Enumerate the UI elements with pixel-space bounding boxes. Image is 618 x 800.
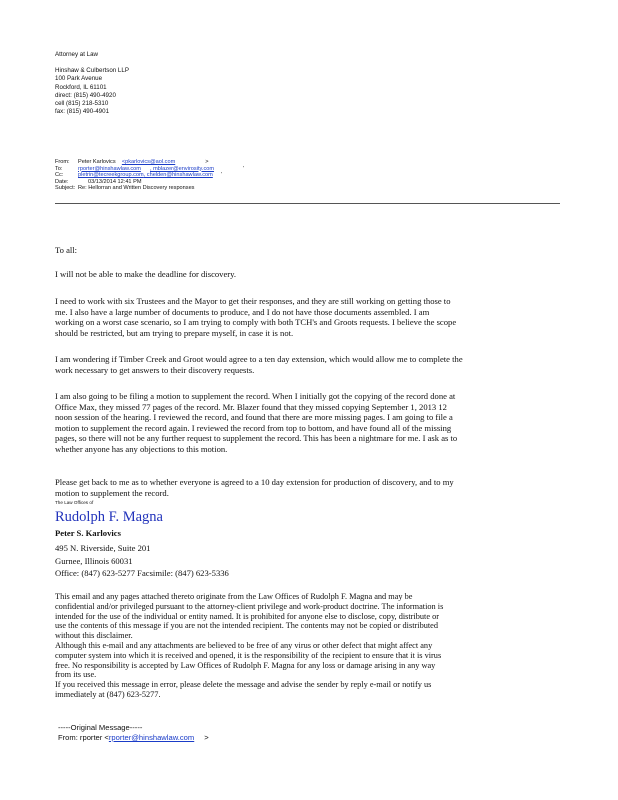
header-to-row — [55, 166, 565, 173]
paragraph-line: should be restricted, but am trying to prepare myself, in case it is not. — [55, 327, 294, 338]
paragraph-line: whether anyone has any objections to this motion. — [55, 443, 228, 454]
paragraph-line: motion to supplement the record again. I reviewed the record from top to bottom, and have found all of the missing — [55, 422, 452, 433]
cc-end: ' — [220, 172, 222, 179]
disclaimer-line: intended for the use of the individual or entity named. It is prohibited for anyone else to disclose, copy, distribute or — [55, 611, 440, 621]
from-email-link[interactable]: <pkarlovics@aol.com — [121, 159, 176, 165]
cc-email-link[interactable]: pletrin@tecreekgroup.com — [78, 172, 144, 179]
original-from-email-link[interactable]: rporter@hinshawlaw.com — [108, 733, 195, 742]
signature-line: Attorney at Law — [55, 51, 98, 58]
email-header — [55, 159, 565, 192]
disclaimer-line: from its use. — [55, 670, 97, 680]
paragraph-line: work necessary to get answers to their discovery requests. — [55, 364, 255, 375]
header-from-row — [55, 159, 565, 166]
disclaimer — [55, 592, 443, 700]
paragraph-line: pages, so there will not be any further request to supplement the record. This has been a nightmare for me. I ask as to — [55, 433, 458, 444]
subject-value: Re: Hellorran and Written Discovery responses — [78, 185, 195, 192]
header-subject-row — [55, 185, 565, 192]
paragraph-deadline: I will not be able to make the deadline for discovery. — [55, 269, 237, 279]
from-name: Peter Karlovics — [78, 159, 116, 165]
disclaimer-line: Although this e-mail and any attachments are believed to be free of any virus or other defect that might affect any — [55, 640, 433, 650]
signature-person: Peter S. Karlovics — [55, 528, 121, 538]
signature-line: fax: (815) 490-4901 — [55, 108, 110, 116]
salutation: To all: — [55, 245, 78, 255]
date-label: Date: — [55, 178, 69, 185]
paragraph-line: me. I also have a large number of documents to produce, and I do not have those documents assembled. I am — [55, 306, 430, 317]
firm-small-line: The Law Offices of — [55, 500, 94, 505]
signature-address-2: Gurnee, Illinois 60031 — [55, 556, 133, 566]
original-from-row — [58, 733, 209, 742]
signature-line: Hinshaw & Culbertson LLP — [55, 67, 129, 75]
paragraph-line: Please get back to me as to whether everyone is agreed to a 10 day extension for production of discovery, and to my — [55, 477, 454, 487]
paragraph-request — [55, 477, 454, 498]
paragraph-line: noon session of the hearing. I reviewed the record, and found that there are more missing pages. I am going to file a — [55, 412, 453, 423]
to-email-link-2[interactable]: , mblazer@envirosity.com — [150, 165, 215, 172]
date-value: 03/13/2014 12:41 PM — [88, 178, 142, 185]
attorney-signature-block — [55, 51, 129, 116]
disclaimer-line: free. No responsibility is accepted by Law Offices of Rudolph F. Magna for any loss or damage arising in any way — [55, 660, 436, 670]
cc-email-link-2[interactable]: , chelden@hinshawlaw.com — [143, 172, 213, 179]
header-date-row — [55, 179, 565, 186]
to-email-link[interactable]: rporter@hinshawlaw.com — [78, 165, 141, 172]
disclaimer-line: immediately at (847) 623-5277. — [55, 689, 161, 699]
paragraph-motion — [55, 391, 457, 455]
paragraph-line: I am also going to be filing a motion to supplement the record. When I initially got the copying of the record done at — [55, 391, 456, 401]
paragraph-trustees — [55, 296, 456, 338]
to-end: ' — [242, 165, 245, 172]
paragraph-line: I need to work with six Trustees and the Mayor to get their responses, and they are still working on getting those to — [55, 296, 451, 306]
header-cc-row — [55, 172, 565, 179]
signature-address-1: 495 N. Riverside, Suite 201 — [55, 543, 151, 553]
header-divider — [55, 203, 560, 204]
cc-label: Cc: — [55, 172, 64, 179]
original-from-label: From: rporter < — [58, 733, 109, 742]
from-email-end: > — [205, 159, 209, 165]
disclaimer-line: confidential and/or privileged pursuant to the attorney-client privilege and work-product doctrine. The information is — [55, 601, 444, 611]
disclaimer-line: This email and any pages attached thereto originate from the Law Offices of Rudolph F. Magna and may be — [55, 592, 413, 601]
signature-spacer — [55, 59, 129, 67]
disclaimer-line: computer system into which it is received and opened, it is the responsibility of the recipient to ensure that it is virus — [55, 650, 442, 660]
paragraph-line: Office Max, they missed 77 pages of the record. Mr. Blazer found that they missed copying September 1, 2013 12 — [55, 401, 447, 412]
disclaimer-line: without this disclaimer. — [55, 631, 133, 641]
disclaimer-line: If you received this message in error, please delete the message and advise the sender by reply e-mail or notify us — [55, 680, 432, 690]
to-label: To: — [55, 165, 63, 172]
original-message-heading: -----Original Message----- — [58, 723, 143, 732]
firm-name: Rudolph F. Magna — [55, 509, 163, 525]
signature-line: cell (815) 218-5310 — [55, 100, 109, 108]
subject-label: Subject: — [55, 185, 76, 192]
from-label: From: — [55, 159, 70, 165]
disclaimer-line: use the contents of this message if you are not the intended recipient. The contents may not be copied or distributed — [55, 621, 439, 631]
signature-phones: Office: (847) 623-5277 Facsimile: (847) 623-5336 — [55, 568, 229, 578]
paragraph-line: I am wondering if Timber Creek and Groot would agree to a ten day extension, which would allow me to complete the — [55, 354, 463, 364]
signature-line: direct: (815) 490-4920 — [55, 91, 116, 99]
paragraph-line: working on a worst case scenario, so I am trying to comply with both TCH's and Groots requests. I believe the scope — [55, 317, 457, 328]
signature-line: Rockford, IL 61101 — [55, 83, 107, 91]
paragraph-line: motion to supplement the record. — [55, 487, 169, 498]
original-from-end: > — [204, 733, 209, 742]
paragraph-extension — [55, 354, 463, 375]
signature-line: 100 Park Avenue — [55, 75, 103, 83]
